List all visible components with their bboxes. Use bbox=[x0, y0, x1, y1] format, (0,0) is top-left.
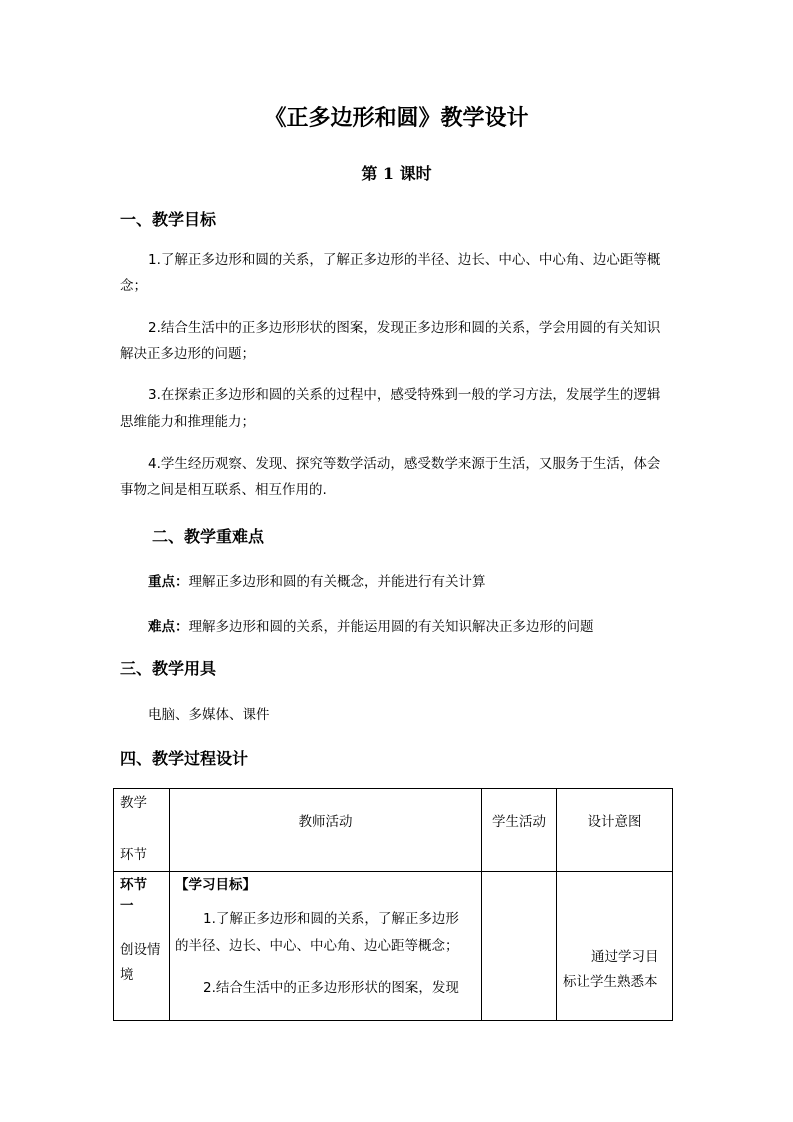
objective-2-line2: 解决正多边形的问题； bbox=[120, 346, 255, 362]
section-heading-process: 四、教学过程设计 bbox=[120, 749, 249, 768]
objective-1-line1: 1.了解正多边形和圆的关系，了解正多边形的半径、边长、中心、中心角、边心距等概 bbox=[148, 252, 661, 268]
table-row bbox=[114, 872, 673, 1021]
header-stage-line2: 环节 bbox=[120, 847, 147, 863]
header-intent bbox=[557, 789, 673, 872]
objective-4-line2: 事物之间是相互联系、相互作用的. bbox=[120, 482, 327, 498]
header-student bbox=[482, 789, 557, 872]
section-heading-objectives: 一、教学目标 bbox=[120, 210, 217, 229]
header-stage-line1: 教学 bbox=[120, 795, 147, 811]
row1-intent-line1: 通过学习目 bbox=[591, 949, 659, 965]
row1-teacher-line3: 2.结合生活中的正多边形形状的图案，发现 bbox=[203, 980, 459, 996]
row1-stage-line4: 境 bbox=[120, 967, 134, 983]
difficult-point-label: 难点： bbox=[148, 619, 189, 635]
row1-teacher-line1: 1.了解正多边形和圆的关系，了解正多边形 bbox=[203, 911, 459, 927]
row1-student bbox=[482, 872, 557, 1021]
section-heading-tools: 三、教学用具 bbox=[120, 659, 217, 678]
row1-teacher bbox=[170, 872, 482, 1021]
row1-intent bbox=[557, 872, 673, 1021]
key-point bbox=[148, 574, 486, 590]
lesson-number: 第 1 课时 bbox=[361, 164, 432, 183]
row1-teacher-line2: 的半径、边长、中心、中心角、边心距等概念； bbox=[175, 938, 459, 954]
key-point-text: 理解正多边形和圆的有关概念，并能进行有关计算 bbox=[188, 574, 486, 590]
header-stage bbox=[114, 789, 170, 872]
objective-2-line1: 2.结合生活中的正多边形形状的图案，发现正多边形和圆的关系，学会用圆的有关知识 bbox=[148, 320, 661, 336]
row1-stage-line2: 一 bbox=[120, 898, 134, 914]
header-teacher bbox=[170, 789, 482, 872]
difficult-point-text: 理解多边形和圆的关系，并能运用圆的有关知识解决正多边形的问题 bbox=[188, 619, 594, 635]
teaching-process-table bbox=[113, 788, 673, 1021]
header-student-label: 学生活动 bbox=[492, 814, 546, 830]
table-header-row bbox=[114, 789, 673, 872]
objective-3-line1: 3.在探索正多边形和圆的关系的过程中，感受特殊到一般的学习方法，发展学生的逻辑 bbox=[148, 387, 661, 403]
row1-stage bbox=[114, 872, 170, 1021]
key-point-label: 重点： bbox=[148, 574, 189, 590]
header-intent-label: 设计意图 bbox=[587, 814, 642, 830]
difficult-point bbox=[148, 619, 594, 635]
objective-3-line2: 思维能力和推理能力； bbox=[120, 414, 255, 430]
learning-goals-label: 【学习目标】 bbox=[175, 877, 256, 893]
row1-stage-line1: 环节 bbox=[120, 877, 147, 893]
row1-intent-line2: 标让学生熟悉本 bbox=[563, 974, 658, 990]
objective-4-line1: 4.学生经历观察、发现、探究等数学活动，感受数学来源于生活，又服务于生活，体会 bbox=[148, 456, 661, 472]
tools-text: 电脑、多媒体、课件 bbox=[148, 707, 270, 723]
row1-stage-line3: 创设情 bbox=[120, 942, 161, 958]
header-teacher-label: 教师活动 bbox=[298, 814, 353, 830]
document-title: 《正多边形和圆》教学设计 bbox=[264, 105, 529, 131]
section-heading-key-points: 二、教学重难点 bbox=[152, 527, 265, 546]
objective-1-line2: 念； bbox=[120, 278, 147, 294]
